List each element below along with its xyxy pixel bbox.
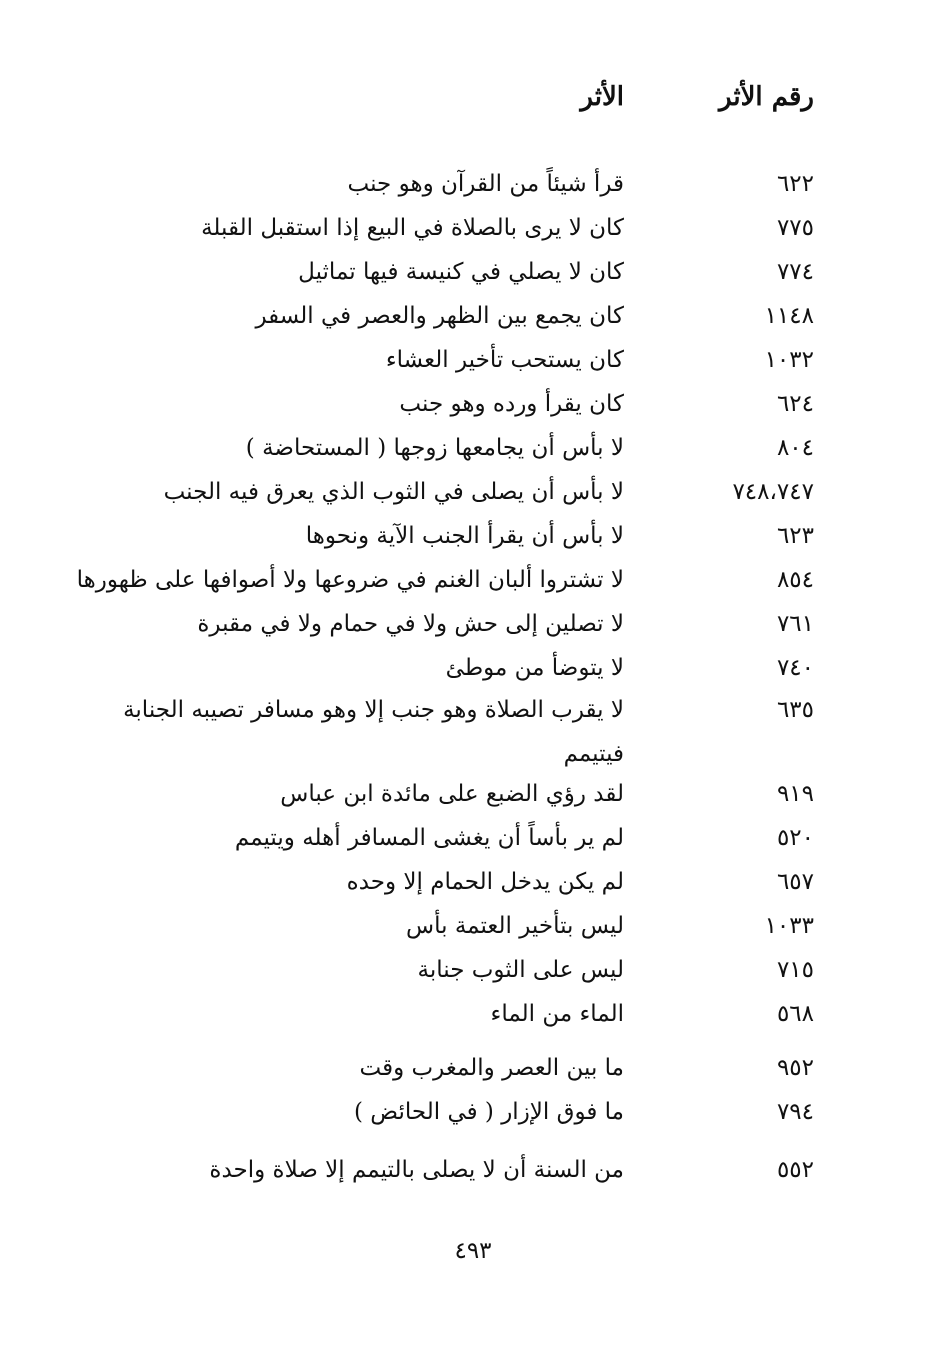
item-text: لا يتوضأ من موطئ: [445, 655, 624, 681]
list-item: [0, 1050, 946, 1094]
item-number: ٦٢٢: [776, 171, 814, 197]
item-number: ٦٢٣: [776, 523, 814, 549]
list-item: [0, 210, 946, 254]
item-number: ٨٠٤: [776, 435, 814, 461]
item-text: لم يكن يدخل الحمام إلا وحده: [346, 869, 624, 895]
list-item: [0, 386, 946, 430]
list-item: [0, 952, 946, 996]
item-number: ١٠٣٢: [764, 347, 814, 373]
item-number: ٧٧٥: [776, 215, 814, 241]
item-text: لم ير بأساً أن يغشى المسافر أهله ويتيمم: [234, 825, 624, 851]
list-item: [0, 820, 946, 864]
item-text: لا بأس أن يقرأ الجنب الآية ونحوها: [305, 523, 624, 549]
item-number: ٧٤٠: [776, 655, 814, 681]
item-number: ٧٦١: [776, 611, 814, 637]
item-text: من السنة أن لا يصلى بالتيمم إلا صلاة واحدة: [209, 1157, 624, 1183]
list-item: [0, 1152, 946, 1196]
item-number: ٦٢٤: [776, 391, 814, 417]
list-item: [0, 688, 946, 778]
list-item: [0, 606, 946, 650]
item-text: الماء من الماء: [490, 1001, 624, 1027]
list-item: [0, 166, 946, 210]
item-number: ١٠٣٣: [764, 913, 814, 939]
item-number: ٨٥٤: [776, 567, 814, 593]
item-number: ٦٥٧: [776, 869, 814, 895]
item-number: ٥٥٢: [776, 1157, 814, 1183]
item-text: لقد رؤي الضبع على مائدة ابن عباس: [280, 781, 624, 807]
item-number: ٩٥٢: [776, 1055, 814, 1081]
item-number: ١١٤٨: [764, 303, 814, 329]
item-number: ٦٣٥: [776, 697, 814, 723]
item-text: قرأ شيئاً من القرآن وهو جنب: [347, 171, 624, 197]
list-item: [0, 1094, 946, 1138]
column-header-number: رقم الأثر: [719, 82, 814, 112]
item-text: ما بين العصر والمغرب وقت: [359, 1055, 624, 1081]
item-text: لا بأس أن يجامعها زوجها ( المستحاضة ): [245, 435, 624, 461]
list-item: [0, 518, 946, 562]
item-text: ليس بتأخير العتمة بأس: [406, 913, 624, 939]
list-item: [0, 342, 946, 386]
item-text: لا تشتروا ألبان الغنم في ضروعها ولا أصوافها على ظهورها: [76, 567, 624, 593]
list-item: [0, 996, 946, 1040]
list-item: [0, 430, 946, 474]
list-item: [0, 776, 946, 820]
item-number: ٧٧٤: [776, 259, 814, 285]
item-text: كان لا يرى بالصلاة في البيع إذا استقبل القبلة: [201, 215, 624, 241]
list-item: [0, 562, 946, 606]
column-header-text: الأثر: [580, 82, 624, 112]
item-text: لا تصلين إلى حش ولا في حمام ولا في مقبرة: [197, 611, 624, 637]
page-number: ٤٩٣: [454, 1238, 492, 1264]
item-text: كان لا يصلي في كنيسة فيها تماثيل: [298, 259, 624, 285]
list-item: [0, 298, 946, 342]
list-item: [0, 474, 946, 518]
item-text: ليس على الثوب جنابة: [417, 957, 624, 983]
item-text: لا بأس أن يصلى في الثوب الذي يعرق فيه الجنب: [163, 479, 624, 505]
item-number: ٥٦٨: [776, 1001, 814, 1027]
item-text: كان يستحب تأخير العشاء: [385, 347, 624, 373]
list-item: [0, 864, 946, 908]
item-text: لا يقرب الصلاة وهو جنب إلا وهو مسافر تصيبه الجنابة فيتيمم: [123, 697, 624, 767]
item-number: ٧٩٤: [776, 1099, 814, 1125]
item-number: ٧٤٨،٧٤٧: [732, 479, 814, 505]
item-text: ما فوق الإزار ( في الحائض ): [354, 1099, 624, 1125]
list-item: [0, 908, 946, 952]
list-item: [0, 254, 946, 298]
item-number: ٧١٥: [776, 957, 814, 983]
item-number: ٥٢٠: [776, 825, 814, 851]
item-text: كان يقرأ ورده وهو جنب: [399, 391, 624, 417]
item-text: كان يجمع بين الظهر والعصر في السفر: [255, 303, 624, 329]
item-number: ٩١٩: [776, 781, 814, 807]
